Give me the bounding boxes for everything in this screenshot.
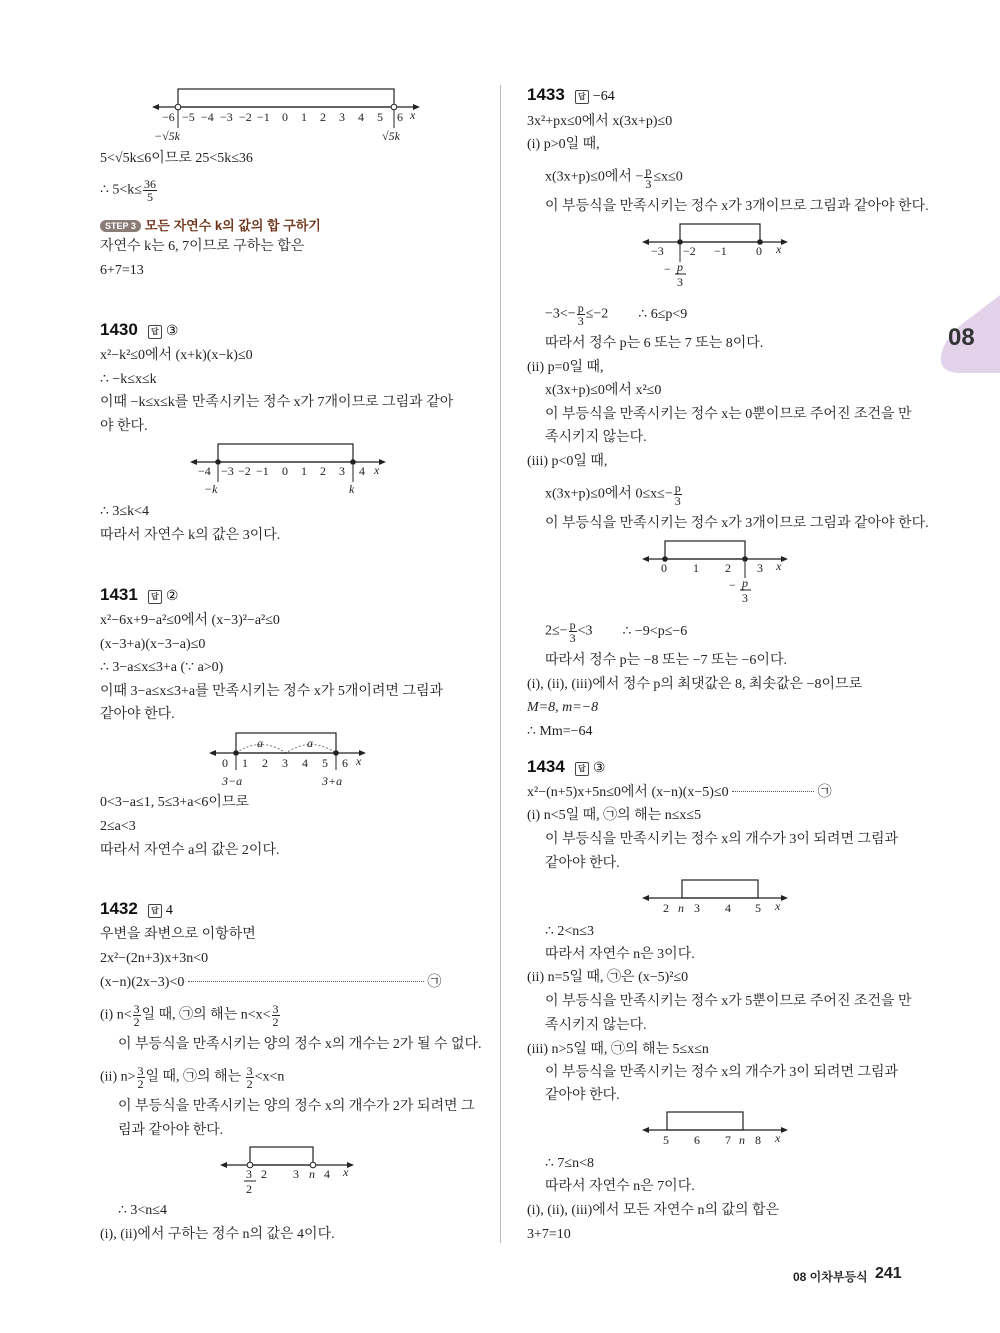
point-label: −√5k [154,129,181,143]
problem-number: 1431 [100,585,138,604]
text: ∴ 5<k≤ [100,182,142,198]
text-line: 3+7=10 [527,1227,571,1242]
text: (i) n< [100,1007,132,1023]
text-line: ∴ 3≤k<4 [100,504,149,519]
denominator: 3 [674,494,681,508]
axis-label: x [775,899,781,913]
tick-label: −3 [221,464,234,478]
point-label-numerator: p [742,576,748,590]
tick-label: 4 [324,1167,330,1181]
text-line [100,1003,281,1028]
text-line: 림과 같아야 한다. [118,1123,224,1138]
text-line: 이 부등식을 만족시키는 정수 x의 개수가 3이 되려면 그림과 [545,1065,899,1080]
text-line: 같아야 한다. [545,1088,620,1103]
text: 일 때, ㉠의 해는 [145,1069,242,1085]
text-line: 이때 −k≤x≤k를 만족시키는 정수 x가 7개이므로 그림과 같아 [100,395,454,410]
numerator: p [569,618,576,632]
text-line [545,302,687,327]
fraction [133,1003,141,1028]
tick-label: −1 [714,244,727,258]
point-label: 3+a [322,774,343,788]
tick-label: 2 [725,561,731,575]
tick-label: 8 [755,1133,761,1147]
problem-number: 1430 [100,320,138,339]
tick-label: 6 [397,110,403,124]
denominator: 3 [645,177,652,191]
step-badge: STEP 3 [100,220,141,232]
number-line-1433-i [640,220,790,290]
fraction [137,1065,145,1090]
denominator: 5 [147,190,153,204]
point-label-denominator: 3 [742,591,748,605]
dotted-leader [732,791,814,792]
point-label: 3−a [222,774,243,788]
answer-icon: 답 [148,590,162,604]
text: ∴ −9<p≤−6 [622,623,688,639]
numerator: 3 [246,1064,253,1078]
axis-label: x [374,463,380,477]
point-label: −k [204,482,218,496]
text-line: 2x²−(2n+3)x+3n<0 [100,951,209,966]
text-line: 따라서 정수 p는 −8 또는 −7 또는 −6이다. [545,653,787,668]
text-line: 이 부등식을 만족시키는 양의 정수 x의 개수가 2가 되려면 그 [118,1099,475,1114]
tick-label: 3 [694,901,700,915]
tick-label: 4 [358,110,364,124]
point-label: √5k [382,129,400,143]
text-line [545,165,683,190]
text-line: 5<√5k≤6이므로 25<5k≤36 [100,151,253,166]
equation-mark: ㉠ [817,785,832,800]
tick-label: n [309,1167,315,1181]
text-line [545,619,687,644]
denominator: 2 [272,1015,279,1029]
problem-header-1432 [100,899,173,921]
text-line: 따라서 자연수 n은 3이다. [545,947,695,962]
tick-label: 3 [757,561,763,575]
text-line: 6+7=13 [100,263,144,278]
numerator: p [577,301,584,315]
tick-label: 5 [377,110,383,124]
text-line: 이 부등식을 만족시키는 양의 정수 x의 개수는 2가 될 수 없다. [118,1037,482,1052]
problem-number: 1434 [527,757,565,776]
point-label-numerator: p [677,260,683,274]
tick-label: −1 [257,110,270,124]
tick-label: −4 [198,464,211,478]
step-heading [100,215,321,234]
text-line: ∴ 3<n≤4 [118,1203,167,1218]
tick-label: 0 [222,756,228,770]
tick-label: 1 [242,756,248,770]
problem-header-1431 [100,585,178,607]
tick-label: 2 [320,464,326,478]
tick-label: −3 [651,244,664,258]
text-line: M=8, m=−8 [527,700,599,715]
number-line-1434-iii [640,1107,790,1149]
arc-label: a [257,736,263,750]
tick-label: 1 [301,464,307,478]
tick-label: 5 [663,1133,669,1147]
text-line: 같아야 한다. [100,707,175,722]
tick-label: 1 [301,110,307,124]
text-line: 이 부등식을 만족시키는 정수 x가 3개이므로 그림과 같아야 한다. [545,199,929,214]
denominator: 3 [569,631,576,645]
tick-label: 6 [694,1133,700,1147]
answer-icon: 답 [148,325,162,339]
denominator: 2 [246,1077,253,1091]
problem-header-1434 [527,757,605,779]
text-line [545,482,683,507]
tick-label: n [739,1133,745,1147]
text-line: ∴ 3−a≤x≤3+a (∵ a>0) [100,660,224,675]
text: −3<− [545,306,576,322]
answer-icon: 답 [148,904,162,918]
text-line: 이 부등식을 만족시키는 정수 x의 개수가 3이 되려면 그림과 [545,832,899,847]
numerator: p [645,164,652,178]
text-line [527,784,832,802]
text: ∴ 6≤p<9 [638,306,688,322]
text-line: 0<3−a≤1, 5≤3+a<6이므로 [100,795,249,810]
text: <3 [577,623,593,639]
fraction [577,302,585,327]
tick-label: 5 [755,901,761,915]
axis-label: x [410,108,416,122]
text-line: 족시키지 않는다. [545,1018,647,1033]
denominator: 2 [137,1077,144,1091]
text-line: (ii) p=0일 때, [527,360,604,375]
answer-value: −64 [592,89,615,104]
problem-header-1433 [527,85,615,107]
text: <x<n [254,1069,285,1085]
page-number: 241 [875,1265,902,1282]
text-line: (i), (ii), (iii)에서 모든 자연수 n의 값의 합은 [527,1203,780,1218]
number-line-1430 [188,440,388,498]
axis-label: x [776,242,782,256]
equation-mark: ㉠ [427,975,442,990]
numerator: 3 [272,1002,279,1016]
text-line: 이때 3−a≤x≤3+a를 만족시키는 정수 x가 5개이려면 그림과 [100,684,444,699]
tick-label: 4 [302,756,308,770]
text-line: 이 부등식을 만족시키는 정수 x는 0뿐이므로 주어진 조건을 만 [545,407,912,422]
fraction [246,1065,254,1090]
text-line: (i), (ii), (iii)에서 정수 p의 최댓값은 8, 최솟값은 −8이므로 [527,677,863,692]
answer-icon: 답 [575,762,589,776]
text: x²−(n+5)x+5n≤0에서 (x−n)(x−5)≤0 [527,785,729,800]
tick-label: −5 [182,110,195,124]
text-line [100,178,158,203]
tick-label: 0 [282,110,288,124]
tick-label-denominator: 2 [246,1182,252,1196]
tick-label: 7 [725,1133,731,1147]
tick-label: 3 [293,1167,299,1181]
problem-number: 1433 [527,85,565,104]
tick-label: 0 [756,244,762,258]
text-line: x(3x+p)≤0에서 x²≤0 [545,383,662,398]
text-line: 따라서 자연수 k의 값은 3이다. [100,528,281,543]
text-line: 이 부등식을 만족시키는 정수 x가 5뿐이므로 주어진 조건을 만 [545,994,912,1009]
tick-label: 3 [339,464,345,478]
footer-chapter: 08 이차부등식 [793,1270,868,1284]
number-line-1432 [218,1143,358,1199]
tick-label: −3 [220,110,233,124]
chapter-tab-number: 08 [948,324,975,351]
text: 2≤− [545,623,568,639]
tick-label: −2 [239,110,252,124]
numerator: 3 [133,1002,140,1016]
column-divider [500,85,501,1243]
fraction [569,619,577,644]
tick-label: 2 [663,901,669,915]
text: x(3x+p)≤0에서 0≤x≤− [545,486,673,502]
text: x(3x+p)≤0에서 − [545,169,644,185]
text-line: (i) p>0일 때, [527,137,600,152]
axis-label: x [776,559,782,573]
answer-value: ② [165,589,179,604]
tick-label: 4 [359,464,365,478]
text-line: ∴ Mm=−64 [527,724,593,739]
answer-value: 4 [165,903,173,918]
tick-label: −4 [201,110,214,124]
denominator: 3 [577,314,584,328]
tick-label: 2 [262,756,268,770]
text-line [100,1065,284,1090]
tick-label: n [678,901,684,915]
text-line: 2≤a<3 [100,819,136,834]
text-line: x²−6x+9−a²≤0에서 (x−3)²−a²≤0 [100,613,280,628]
tick-label: −2 [238,464,251,478]
fraction [674,482,682,507]
denominator: 2 [133,1015,140,1029]
answer-value: ③ [592,761,606,776]
text-line: (x−3+a)(x−3−a)≤0 [100,637,206,652]
tick-label: 5 [322,756,328,770]
tick-label: 2 [320,110,326,124]
tick-label: 1 [693,561,699,575]
text-line: (i) n<5일 때, ㉠의 해는 n≤x≤5 [527,808,702,823]
tick-label: 3 [282,756,288,770]
tick-label: −6 [162,110,175,124]
axis-label: x [343,1165,349,1179]
numerator: 36 [144,177,156,191]
tick-label: 0 [661,561,667,575]
text-line: ∴ −k≤x≤k [100,372,157,387]
numerator: 3 [137,1064,144,1078]
text-line: (iii) p<0일 때, [527,454,608,469]
problem-header-1430 [100,320,178,342]
text-line: 야 한다. [100,419,148,434]
text-line: 따라서 정수 p는 6 또는 7 또는 8이다. [545,336,764,351]
text-line: 족시키지 않는다. [545,430,647,445]
numerator: p [674,481,681,495]
tick-label: 0 [282,464,288,478]
text-line: 같아야 한다. [545,856,620,871]
text-line: 따라서 자연수 n은 7이다. [545,1179,695,1194]
step-title: 모든 자연수 k의 값의 합 구하기 [144,218,321,233]
tick-label: 2 [261,1167,267,1181]
number-line-1433-iii [640,536,790,606]
number-line-1434-i [640,876,790,918]
text-line: 따라서 자연수 a의 값은 2이다. [100,843,280,858]
answer-icon: 답 [575,90,589,104]
point-label: − [664,262,671,276]
number-line-1429 [150,84,430,146]
text: ≤−2 [585,306,609,322]
answer-value: ③ [165,324,179,339]
tick-label: −1 [256,464,269,478]
fraction [143,178,157,203]
text: (ii) n> [100,1069,136,1085]
text-line: 자연수 k는 6, 7이므로 구하는 합은 [100,239,305,254]
text-line: (ii) n=5일 때, ㉠은 (x−5)²≤0 [527,970,689,985]
text: 일 때, ㉠의 해는 n<x< [141,1007,271,1023]
text-line: 3x²+px≤0에서 x(3x+p)≤0 [527,114,673,129]
dotted-leader [188,981,424,982]
tick-label-numerator: 3 [246,1167,252,1181]
arc-label: a [307,736,313,750]
text-line: (i), (ii)에서 구하는 정수 n의 값은 4이다. [100,1227,335,1242]
axis-label: x [775,1131,781,1145]
text: ≤x≤0 [653,169,683,185]
tick-label: 6 [342,756,348,770]
point-label-denominator: 3 [677,275,683,289]
fraction [272,1003,280,1028]
text-line: ∴ 7≤n<8 [545,1156,594,1171]
text-line: x²−k²≤0에서 (x+k)(x−k)≤0 [100,348,253,363]
axis-label: x [356,754,362,768]
text-line: ∴ 2<n≤3 [545,924,594,939]
point-label: k [349,482,355,496]
point-label: − [729,578,736,592]
text-line [100,974,475,992]
text: (x−n)(2x−3)<0 [100,975,185,990]
tick-label: 3 [339,110,345,124]
text-line: (iii) n>5일 때, ㉠의 해는 5≤x≤n [527,1042,709,1057]
tick-label: 4 [725,901,731,915]
number-line-1431 [208,728,368,790]
text-line: 이 부등식을 만족시키는 정수 x가 3개이므로 그림과 같아야 한다. [545,516,929,531]
problem-number: 1432 [100,899,138,918]
tick-label: −2 [683,244,696,258]
text-line: 우변을 좌변으로 이항하면 [100,927,256,942]
fraction [644,165,652,190]
